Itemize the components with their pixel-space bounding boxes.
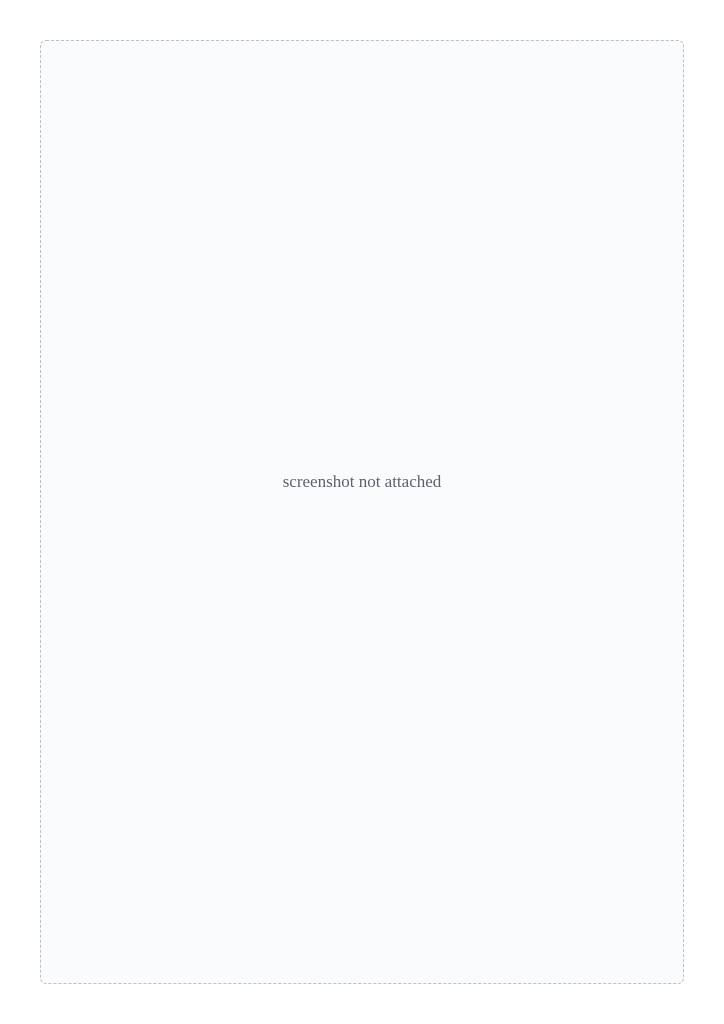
placeholder-label: screenshot not attached [282,472,442,491]
placeholder-frame [40,40,684,984]
